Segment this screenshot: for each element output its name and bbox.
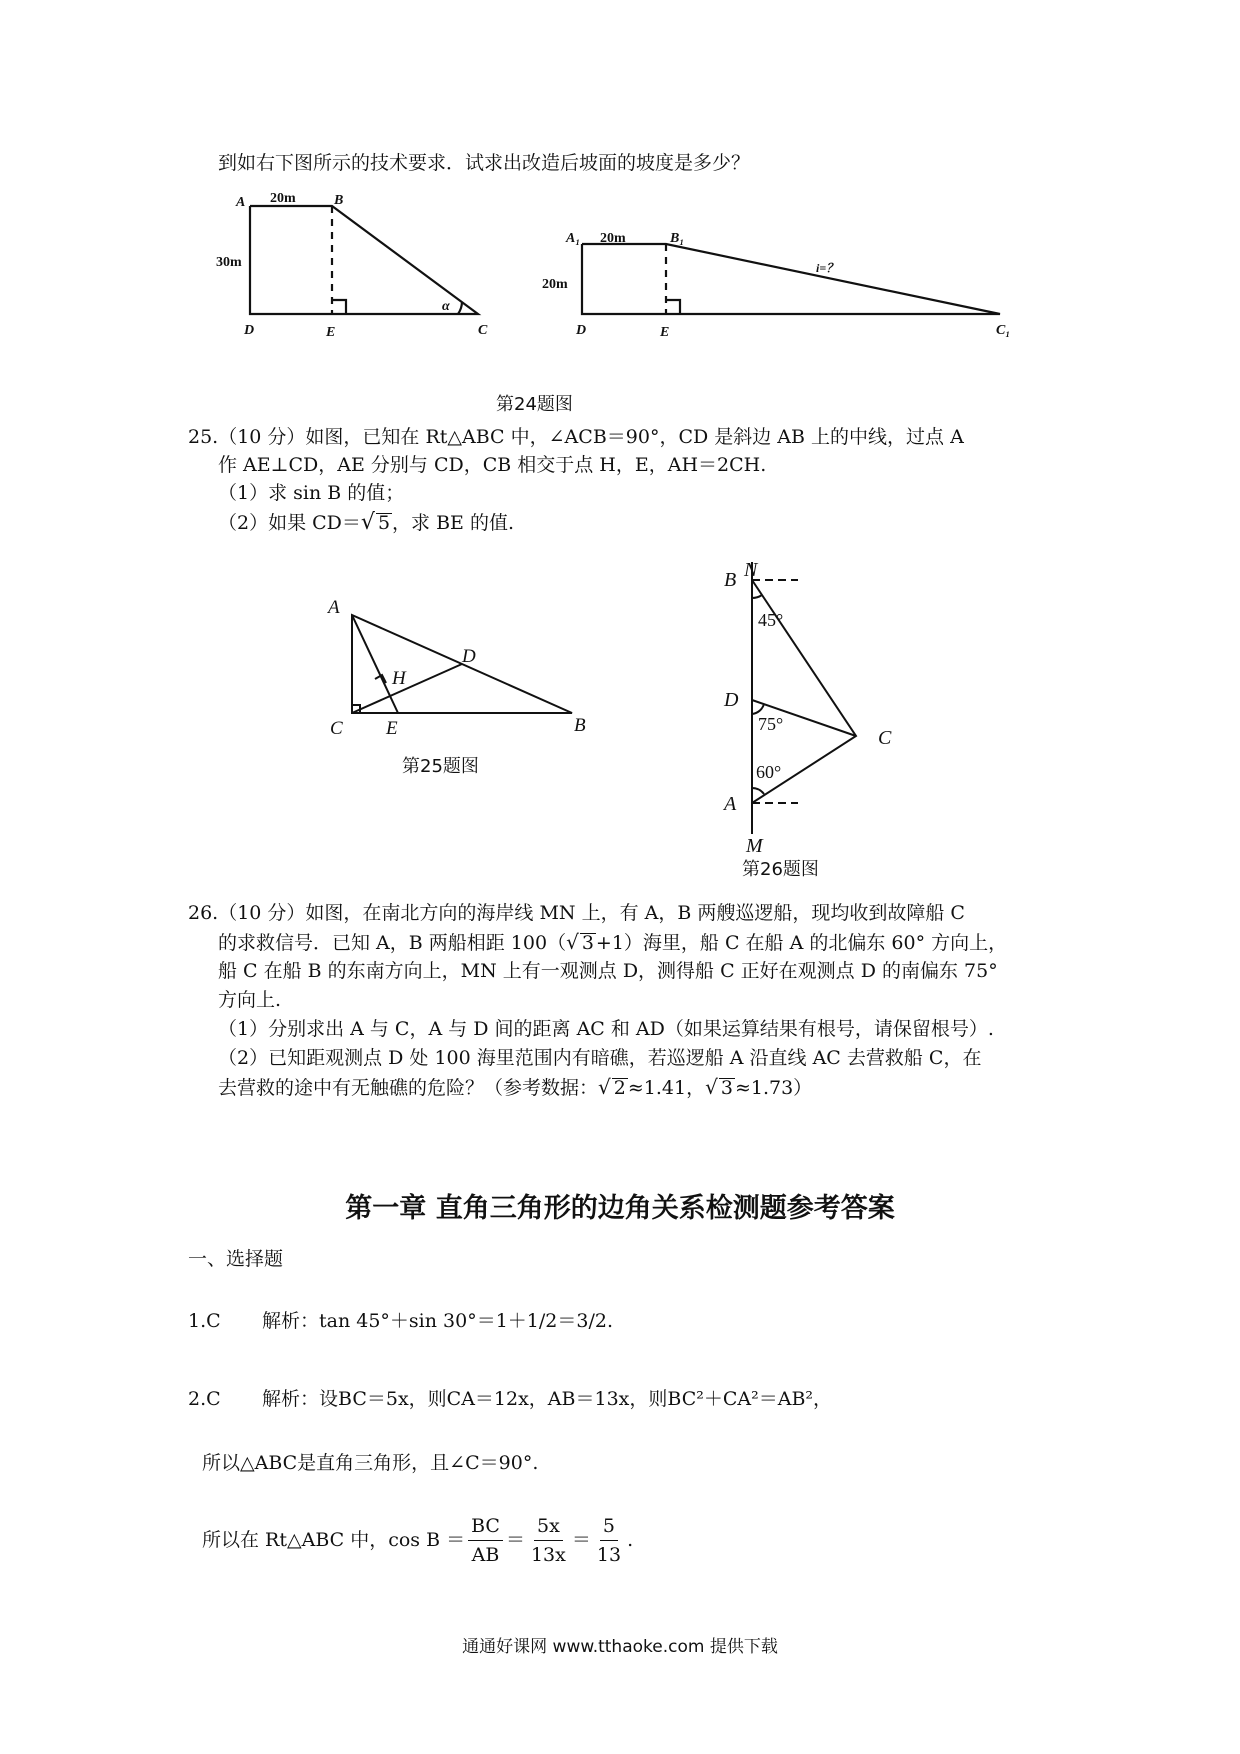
q26-line5: （1）分别求出 A 与 C，A 与 D 间的距离 AC 和 AD（如果运算结果有根号，请保留根号）. <box>218 1018 994 1040</box>
answer-2-text: 解析：设BC＝5x，则CA＝12x，AB＝13x，则BC²＋CA²＝AB²， <box>262 1388 833 1410</box>
fig25-label-b: B <box>574 715 586 735</box>
fig25-caption: 第25题图 <box>402 756 479 777</box>
fig24-label-c1: C₁ <box>996 323 1011 338</box>
fig24-label-e: E <box>326 325 336 340</box>
fig24-height2: 20m <box>542 277 568 292</box>
q25-sub2: （2）如果 CD＝√ 5 ，求 BE 的值. <box>218 510 514 535</box>
section-choice: 一、选择题 <box>188 1248 284 1270</box>
q25-line1: 25.（10 分）如图，已知在 Rt△ABC 中，∠ACB＝90°，CD 是斜边 AB 上的中线，过点 A <box>188 426 964 448</box>
q25-line2: 作 AE⊥CD，AE 分别与 CD，CB 相交于点 H，E，AH＝2CH. <box>218 454 767 476</box>
fig26-label-c: C <box>878 727 892 749</box>
fig25-label-c: C <box>330 718 343 735</box>
fraction-bc-ab: $\frac{BC}{AB}$ <box>468 1512 503 1569</box>
fig26-angle-45: 45° <box>758 610 784 630</box>
answer-title: 第一章 直角三角形的边角关系检测题参考答案 <box>345 1193 895 1224</box>
q26-line6: （2）已知距观测点 D 处 100 海里范围内有暗礁，若巡逻船 A 沿直线 AC 去营救船 C，在 <box>218 1047 982 1069</box>
fig26-label-a: A <box>724 793 737 815</box>
q26-line7: 去营救的途中有无触礁的危险？（参考数据：√ 2 ≈1.41，√ 3 ≈1.73） <box>218 1075 813 1099</box>
q26-line2: 的求救信号．已知 A，B 两船相距 100（√ 3 +1）海里，船 C 在船 A 的北偏东 60° 方向上， <box>218 930 1008 954</box>
fig25-label-d: D <box>462 646 476 667</box>
figure-26 <box>720 562 910 862</box>
fig26-label-d: D <box>724 689 739 711</box>
answer-1-num: 1.C <box>188 1310 221 1332</box>
fig25-label-a: A <box>328 597 340 618</box>
q26-line1: 26.（10 分）如图，在南北方向的海岸线 MN 上，有 A，B 两艘巡逻船，现均收到故障船 C <box>188 902 965 924</box>
fig24-label-d2: D <box>576 323 587 338</box>
figure-25 <box>320 595 600 735</box>
q26-line3: 船 C 在船 B 的东南方向上，MN 上有一观测点 D，测得船 C 正好在观测点 D 的南偏东 75° <box>218 960 998 982</box>
fig25-label-e: E <box>386 718 398 735</box>
fig26-label-n: N <box>744 562 758 581</box>
fig24-top-length2: 20m <box>600 231 626 246</box>
figure-24 <box>200 180 1030 360</box>
answer-2-num: 2.C <box>188 1388 221 1410</box>
fig24-label-c: C <box>478 323 488 338</box>
fig25-label-h: H <box>392 668 406 689</box>
answer-2-line2: 所以△ABC是直角三角形，且∠C＝90°. <box>202 1452 539 1474</box>
fig24-height: 30m <box>216 255 242 270</box>
fig26-caption: 第26题图 <box>742 859 819 880</box>
answer-1-text: 解析：tan 45°＋sin 30°＝1＋1/2＝3/2. <box>262 1310 613 1332</box>
answer-2-line3: 所以在 Rt△ABC 中，cos B ＝ $\frac{BC}{AB}$ ＝ $\frac{5x}{13x}$ ＝ $\frac{5}{13}$ . <box>202 1510 633 1570</box>
fig24-label-b: B <box>334 193 344 208</box>
fig24-label-d: D <box>244 323 255 338</box>
fig26-label-m: M <box>746 835 763 857</box>
q26-line4: 方向上. <box>218 989 282 1011</box>
fig24-label-b1: B₁ <box>670 231 685 246</box>
footer-credit: 通通好课网 www.tthaoke.com 提供下载 <box>462 1637 778 1657</box>
fig24-label-e2: E <box>660 325 670 340</box>
fig26-angle-75: 75° <box>758 714 784 734</box>
fig26-label-b: B <box>724 569 737 591</box>
fig24-slope: i=？ <box>816 261 839 275</box>
fig24-label-a: A <box>236 195 246 210</box>
fig26-angle-60: 60° <box>756 762 782 782</box>
intro-line: 到如右下图所示的技术要求．试求出改造后坡面的坡度是多少？ <box>218 152 751 174</box>
q25-sub1: （1）求 sin B 的值； <box>218 482 405 504</box>
fraction-5x-13x: $\frac{5x}{13x}$ <box>528 1512 569 1569</box>
fig24-angle-alpha: α <box>442 299 450 314</box>
fig24-label-a1: A₁ <box>566 231 581 246</box>
fraction-5-13: $\frac{5}{13}$ <box>594 1512 624 1569</box>
fig24-top-length: 20m <box>270 191 296 206</box>
fig24-caption: 第24题图 <box>496 394 573 415</box>
